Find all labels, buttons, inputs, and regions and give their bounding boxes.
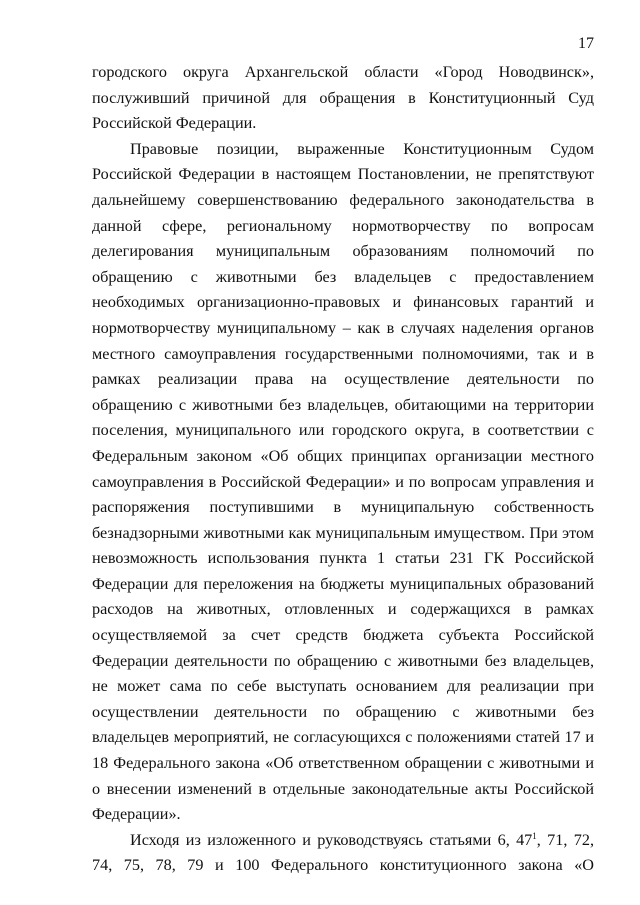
- paragraph-text-after-superscript: , 71, 72, 74, 75, 78, 79 и 100 Федерального конституционного закона «О: [92, 830, 595, 875]
- page-number: 17: [578, 35, 594, 52]
- article-superscript: 1: [532, 830, 537, 841]
- document-body: [92, 60, 594, 879]
- paragraph-guided-by-articles: [92, 828, 594, 879]
- paragraph-legal-positions: Правовые позиции, выраженные Конституционным Судом Российской Федерации в настоящем Постановлении, не препятствуют дальнейшему совершенствованию федерального законодательства в данной сфере, региональному нормотворчеству по вопросам делегирования муниципальным образованиям полномочий по обращению с животными без владельцев с предоставлением необходимых организационно-правовых и финансовых гарантий и нормотворчеству муниципальному – как в случаях наделения органов местного самоуправления государственными полномочиями, так и в рамках реализации права на осуществление деятельности по обращению с животными без владельцев, обитающими на территории поселения, муниципального или городского округа, в соответствии с Федеральным законом «Об общих принципах организации местного самоуправления в Российской Федерации» и по вопросам управления и распоряжения поступившими в муниципальную собственность безнадзорными животными как муниципальным имуществом. При этом невозможность использования пункта 1 статьи 231 ГК Российской Федерации для переложения на бюджеты муниципальных образований расходов на животных, отловленных и содержащихся в рамках осуществляемой за счет средств бюджета субъекта Российской Федерации деятельности по обращению с животными без владельцев, не может сама по себе выступать основанием для реализации при осуществлении деятельности по обращению с животными без владельцев мероприятий, не согласующихся с положениями статей 17 и 18 Федерального закона «Об ответственном обращении с животными и о внесении изменений в отдельные законодательные акты Российской Федерации».: [92, 139, 594, 824]
- paragraph-text-before-superscript: Исходя из изложенного и руководствуясь статьями 6, 47: [130, 830, 533, 849]
- paragraph-conclusion-fragment: городского округа Архангельской области «Город Новодвинск», послуживший причиной для обращения в Конституционный Суд Российской Федерации.: [92, 63, 594, 133]
